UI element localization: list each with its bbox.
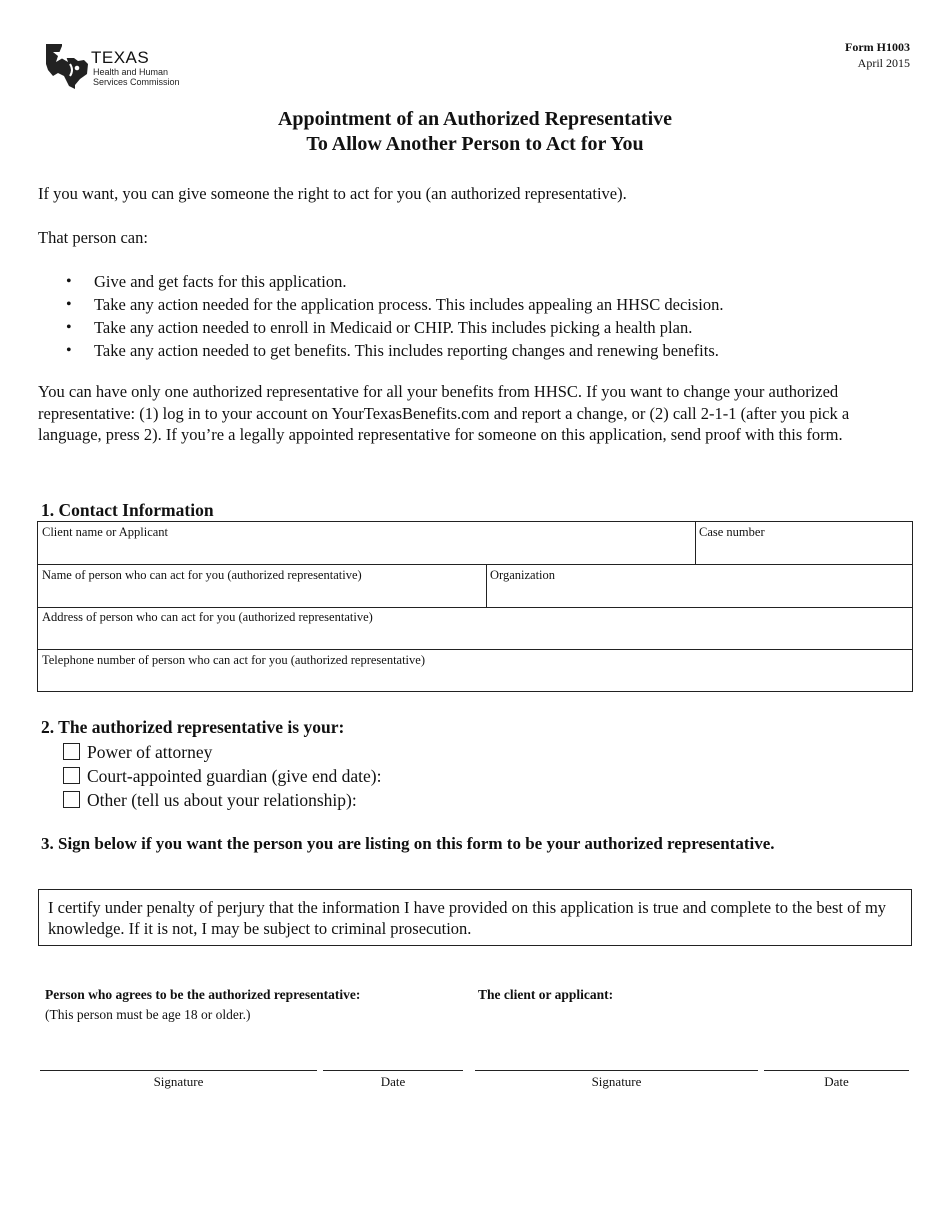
section-relationship-heading: 2. The authorized representative is your:: [41, 717, 345, 737]
list-item: • Give and get facts for this application.: [38, 270, 908, 293]
change-representative-text: You can have only one authorized representative for all your benefits from HHSC. If you want to change your authorized representative: (1) log in to your account on YourTexasBenefits.com and report a change, or (2) call 2-1-1 (after you pick a language, press 2). If you’re a legally appointed representative for someone on this application, send proof with this form.: [38, 382, 850, 444]
telephone-label: Telephone number of person who can act for you (authorized representative): [42, 653, 425, 667]
organization-label: Organization: [490, 568, 556, 582]
power-of-attorney-checkbox[interactable]: [63, 743, 80, 760]
court-guardian-label: Court-appointed guardian (give end date):: [87, 766, 382, 786]
address-field[interactable]: [42, 627, 910, 649]
power-of-attorney-label: Power of attorney: [87, 742, 213, 762]
certification-text: I certify under penalty of perjury that the information I have provided on this application is true and complete to the best of my knowledge. If it is not, I may be subject to criminal prosecution.: [48, 898, 887, 938]
telephone-field[interactable]: [42, 670, 910, 692]
case-number-label: Case number: [699, 525, 765, 539]
client-signature-label: Signature: [591, 1074, 642, 1089]
page-title-line2: To Allow Another Person to Act for You: [306, 133, 644, 155]
list-item: • Take any action needed for the application process. This includes appealing an HHSC decision.: [38, 293, 908, 316]
form-number: Form H1003: [845, 40, 910, 54]
logo-subtitle-line2: Services Commission: [93, 77, 180, 87]
client-signature-line[interactable]: [475, 1070, 758, 1071]
logo-subtitle-line1: Health and Human: [93, 67, 169, 77]
client-signature-heading: The client or applicant:: [478, 987, 614, 1002]
client-date-label: Date: [824, 1074, 849, 1089]
list-item: • Take any action needed to get benefits. This includes reporting changes and renewing benefits.: [38, 339, 908, 362]
rights-list: [38, 270, 908, 362]
that-person-text: That person can:: [38, 228, 148, 247]
rep-name-label: Name of person who can act for you (authorized representative): [42, 568, 362, 582]
organization-field[interactable]: [490, 585, 910, 607]
certification-box: [38, 889, 912, 946]
option-other[interactable]: [63, 790, 357, 810]
intro-text: If you want, you can give someone the right to act for you (an authorized representative).: [38, 184, 627, 203]
client-name-label: Client name or Applicant: [42, 525, 169, 539]
other-relationship-checkbox[interactable]: [63, 791, 80, 808]
section-sign-heading: 3. Sign below if you want the person you are listing on this form to be your authorized representative.: [41, 834, 775, 853]
section-contact-heading: 1. Contact Information: [41, 500, 214, 520]
rep-date-label: Date: [380, 1074, 406, 1089]
logo-wordmark: TEXAS: [91, 48, 150, 67]
logo-subtitle: [93, 67, 180, 87]
form-date: April 2015: [857, 56, 910, 70]
address-label: Address of person who can act for you (authorized representative): [42, 610, 373, 624]
court-guardian-checkbox[interactable]: [63, 767, 80, 784]
rep-age-note: (This person must be age 18 or older.): [45, 1007, 251, 1022]
list-item: • Take any action needed to enroll in Medicaid or CHIP. This includes picking a health plan.: [38, 316, 908, 339]
contact-information-table: [37, 521, 913, 692]
client-date-line[interactable]: [764, 1070, 909, 1071]
texas-map-icon: [44, 42, 90, 90]
rep-signature-label: Signature: [153, 1074, 204, 1089]
option-court-guardian[interactable]: [63, 766, 381, 786]
rep-signature-line[interactable]: [40, 1070, 317, 1071]
client-name-field[interactable]: [42, 542, 691, 564]
rep-name-field[interactable]: [42, 585, 484, 607]
page-title-line1: Appointment of an Authorized Representative: [277, 108, 673, 130]
rep-date-line[interactable]: [323, 1070, 463, 1071]
case-number-field[interactable]: [699, 542, 911, 564]
other-relationship-label: Other (tell us about your relationship):: [87, 790, 357, 810]
rep-signature-heading: Person who agrees to be the authorized representative:: [45, 987, 361, 1002]
option-power-of-attorney[interactable]: [63, 742, 212, 762]
texas-hhsc-logo: [44, 42, 184, 90]
